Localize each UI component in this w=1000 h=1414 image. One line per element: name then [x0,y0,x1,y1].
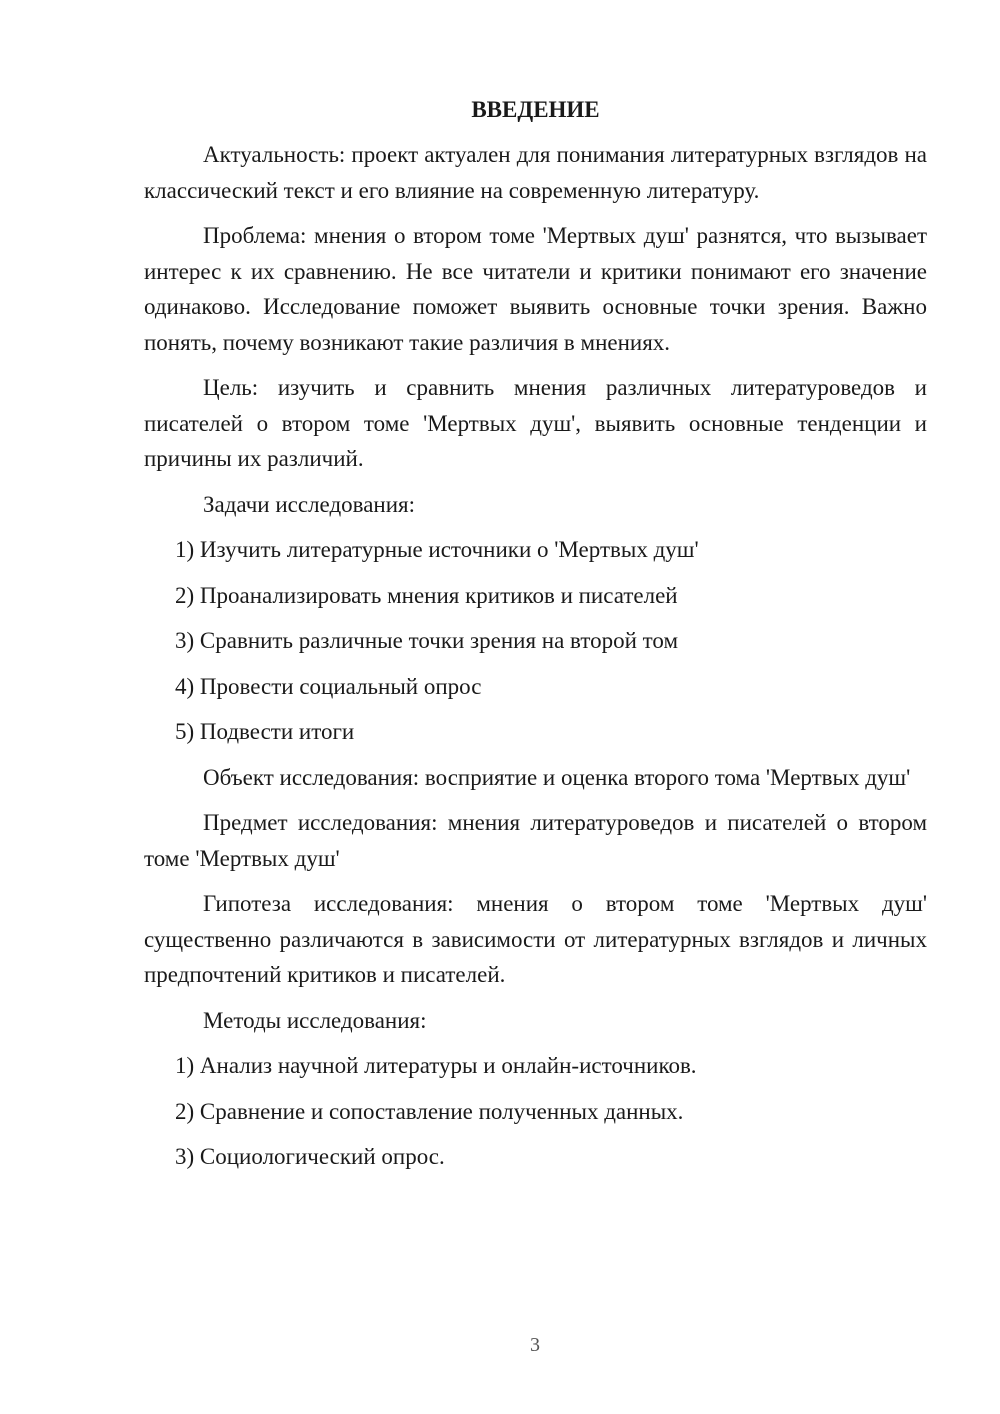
object-paragraph: Объект исследования: восприятие и оценка второго тома 'Мертвых душ' [203,764,911,790]
page-number: 3 [530,1334,540,1356]
tasks-list [144,532,927,750]
page-content [144,92,927,1185]
relevance-paragraph: Актуальность: проект актуален для понимания литературных взглядов на классический текст и его влияние на современную литературу. [144,142,927,203]
task-item: 2) Проанализировать мнения критиков и писателей [175,582,678,608]
task-item: 3) Сравнить различные точки зрения на второй том [175,628,679,653]
method-item: 3) Социологический опрос. [175,1144,445,1169]
methods-list [144,1048,927,1175]
goal-paragraph: Цель: изучить и сравнить мнения различных литературоведов и писателей о втором томе 'Мертвых душ', выявить основные тенденции и причины их различий. [144,375,927,471]
page-title: ВВЕДЕНИЕ [471,97,600,122]
subject-paragraph: Предмет исследования: мнения литературоведов и писателей о втором томе 'Мертвых душ' [144,810,927,871]
method-item: 1) Анализ научной литературы и онлайн-источников. [175,1053,697,1078]
method-item: 2) Сравнение и сопоставление полученных данных. [175,1098,684,1124]
task-item: 5) Подвести итоги [175,719,355,744]
task-item: 1) Изучить литературные источники о 'Мертвых душ' [175,537,699,562]
task-item: 4) Провести социальный опрос [175,673,482,699]
tasks-heading: Задачи исследования: [203,491,416,517]
hypothesis-paragraph: Гипотеза исследования: мнения о втором томе 'Мертвых душ' существенно различаются в зависимости от литературных взглядов и личных предпочтений критиков и писателей. [144,891,927,987]
methods-heading: Методы исследования: [203,1007,427,1033]
problem-paragraph: Проблема: мнения о втором томе 'Мертвых душ' разнятся, что вызывает интерес к их сравнению. Не все читатели и критики понимают его значение одинаково. Исследование поможет выявить основные точки зрения. Важно понять, почему возникают такие различия в мнениях. [144,223,927,355]
